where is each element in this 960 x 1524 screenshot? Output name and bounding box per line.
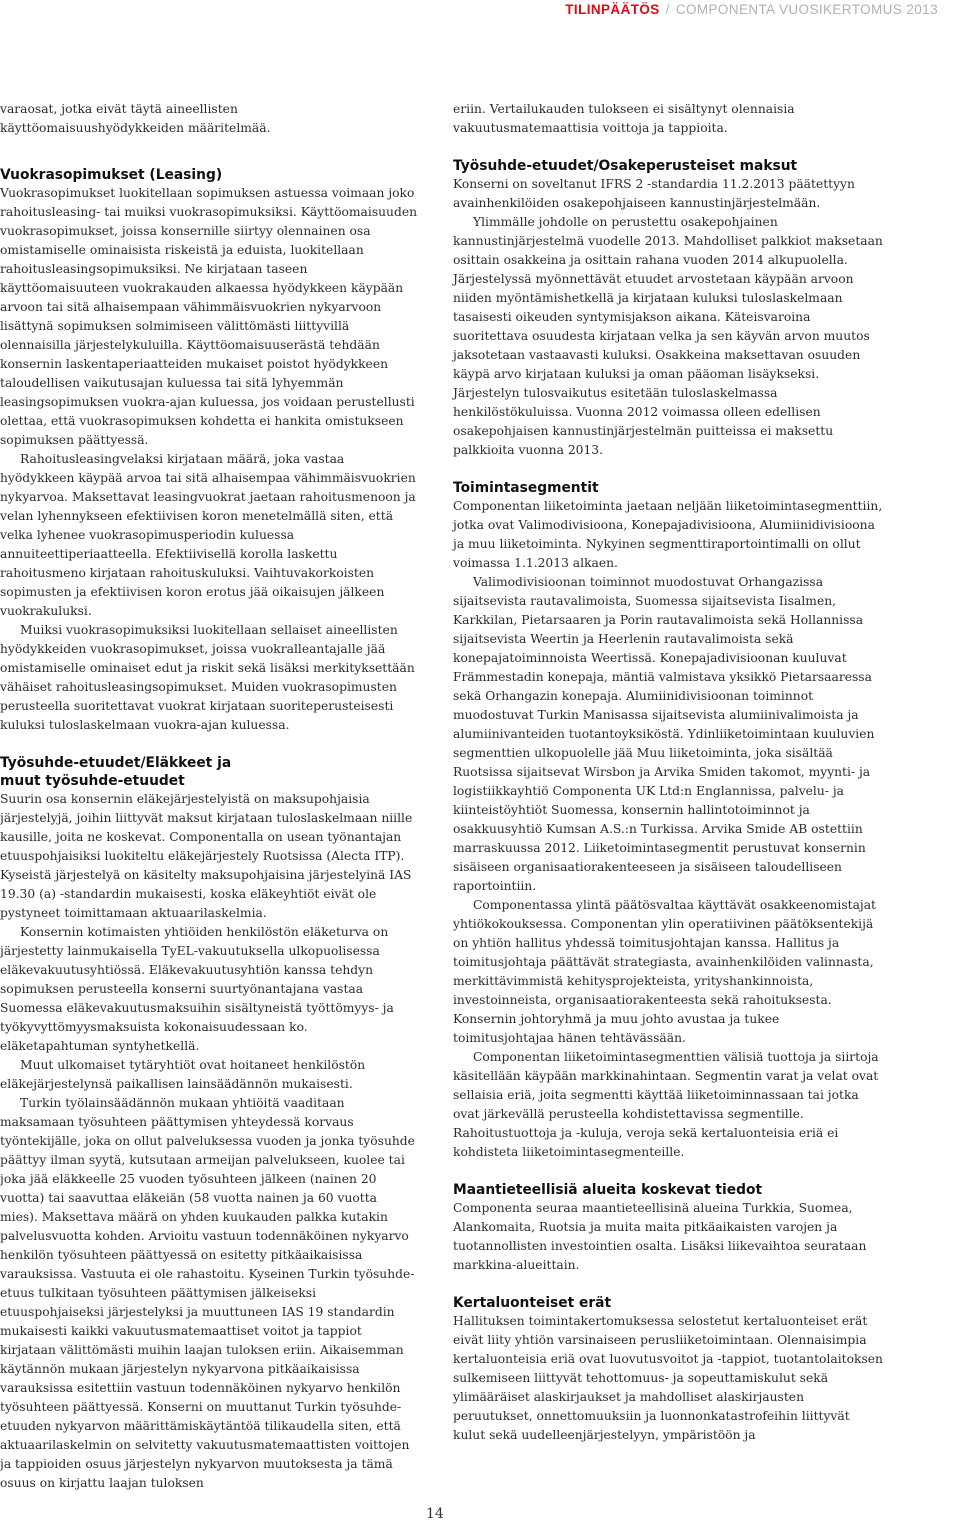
segments-paragraph: Valimodivisioonan toiminnot muodostuvat Orhangazissa sijaitsevista rautavalimoista, Suomessa sijaitsevista Iisalmen, Karkkilan, Pietarsaaren ja Porin rautavalimoista sekä Hollannissa sijaitsevista Weertin ja Heerlenin rautavalimoista sekä konepajatoiminnoista Weertissä. Konepajadivisioonan kuuluvat Främmestadin konepaja, mäntiä valmistava yksikkö Pietarsaaressa sekä Orhangazin konepaja. Alumiinidivisioonan toiminnot muodostuvat Turkin Manisassa sijaitsevista alumiinivalimoista ja alumiinivanteiden tuotantoyksiköstä. Ydinliiketoimintaan kuuluvien segmenttien ulkopuolelle jää Muu liiketoiminta, joka sisältää Ruotsissa sijaitsevat Wirsbon ja Arvika Smiden takomot, myynti- ja logistiikkayhtiö Componenta UK Ltd:n Englannissa, palvelu- ja kiinteistöyhtiöt Suomessa, konsernin hallintotoiminnot ja osakkuusyhtiö Kumsan A.S.:n Turkissa. Arvika Smide AB ostettiin marraskuussa 2012. Liiketoimintasegmentit perustuvat konsernin sisäiseen organisaatiorakenteeseen ja sisäiseen taloudelliseen raportointiin. [453,575,875,893]
one-off-paragraph: Hallituksen toimintakertomuksessa selostetut kertaluonteiset erät eivät liity yhtiön varsinaiseen perusliiketoimintaan. Olennaisimpia kertaluonteisia eriä ovat luovutusvoitot ja -tappiot, tuotantolaitoksen sulkemiseen liittyvät tehottomuus- ja sopeuttamiskulut sekä ylimääräiset alaskirjaukset ja mahdolliset alaskirjausten peruutukset, onnettomuuksiin ja luonnonkatastrofeihin liittyvät kulut sekä uudelleenjärjestelyyn, ympäristöön ja [453,1314,883,1442]
header-separator: / [665,2,670,17]
running-header [565,0,938,20]
header-section: TILINPÄÄTÖS [565,2,660,17]
segments-paragraph: Componentan liiketoiminta jaetaan neljään liiketoimintasegmenttiin, jotka ovat Valimodivisioona, Konepajadivisioona, Alumiinidivisioona ja muu liiketoiminta. Nykyinen segmenttiraportointimalli on ollut voimassa 1.1.2013 alkaen. [453,499,883,570]
segments-paragraph: Componentassa ylintä päätösvaltaa käyttävät osakkeenomistajat yhtiökokouksessa. Componentan ylin operatiivinen päätöksentekijä on yhtiön hallitus yhdessä toimitusjohtajan kanssa. Hallitus ja toimitusjohtaja päättävät strategiasta, avainhenkilöiden valinnasta, merkittävimmistä kehitysprojekteista, yrityshankinnoista, investoinneista, organisaatiorakenteesta sekä rahoituksesta. Konsernin johtoryhmä ja muu johto avustaa ja tukee toimitusjohtajaa hänen tehtävässään. [453,898,876,1045]
leasing-paragraph: Vuokrasopimukset luokitellaan sopimuksen astuessa voimaan joko rahoitusleasing- tai muiksi vuokrasopimuksiksi. Käyttöomaisuuden vuokrasopimukset, joissa konsernille siirtyy olennainen osa omistamiselle ominaisista riskeistä ja eduista, luokitellaan rahoitusleasingsopimuksiksi. Ne kirjataan taseen käyttöomaisuuteen vuokrakauden alkaessa hyödykkeen käypään arvoon tai sitä alhaisempaan vähimmäisvuokrien nykyarvoon lisättynä sopimuksen solmimiseen välittömästi liittyvillä olennaisilla järjestelykuluilla. Käyttöomaisuuserästä tehdään konsernin laskentaperiaatteiden mukaiset poistot hyödykkeen taloudellisen vaikutusajan kuluessa tai sitä lyhyemmän leasingsopimuksen vuokra-ajan kuluessa, jos voidaan perustellusti olettaa, että vuokrasopimuksen kohdetta ei hankita omistukseen sopimuksen päättyessä. [0,186,418,447]
heading-pensions-line1: Työsuhde-etuudet/Eläkkeet ja [0,755,232,771]
share-based-paragraph: Ylimmälle johdolle on perustettu osakepohjainen kannustinjärjestelmä vuodelle 2013. Mahdolliset palkkiot maksetaan osittain osakkeina ja osittain rahana vuoden 2014 alkupuolella. Järjestelyssä myönnettävät etuudet arvostetaan käypään arvoon niiden myöntämishetkellä ja kirjataan kuluksi tuloslaskelmaan tasaisesti oikeuden syntymisjakson aikana. Käteisvaroina suoritettava osuudesta kirjataan velka ja sen käyvän arvon muutos jaksotetaan vastaavasti kuluksi. Osakkeina maksettavan osuuden käypä arvo kirjataan kuluksi ja oman pääoman lisäykseksi. Järjestelyn tulosvaikutus esitetään tuloslaskelmassa henkilöstökuluissa. Vuonna 2012 voimassa olleen edellisen osakepohjaisen kannustinjärjestelmän puitteissa ei maksettu palkkioita vuonna 2013. [453,215,883,457]
leasing-paragraph: Rahoitusleasingvelaksi kirjataan määrä, joka vastaa hyödykkeen käypää arvoa tai sitä alhaisempaa vähimmäisvuokrien nykyarvoa. Maksettavat leasingvuokrat jaetaan rahoitusmenoon ja velan lyhennykseen efektiivisen koron menetelmällä siten, että velka lyhenee vuokrasopimusperiodin kuluessa annuiteettiperiaatteella. Efektiivisellä korolla laskettu rahoitusmeno kirjataan rahoituskuluksi. Vaihtuvakorkoisten sopimusten ja efektiivisen koron erotus jää oikaisujen jälkeen vuokrakuluksi. [0,452,416,618]
left-column [0,100,418,1493]
left-intro-paragraph: varaosat, jotka eivät täytä aineellisten käyttöomaisuushyödykkeiden määritelmää. [0,102,271,135]
page-number: 14 [426,1506,444,1522]
heading-one-off-items: Kertaluonteiset erät [453,1295,612,1311]
heading-leasing: Vuokrasopimukset (Leasing) [0,167,223,183]
right-intro-paragraph: eriin. Vertailukauden tulokseen ei sisältynyt olennaisia vakuutusmatemaattisia voittoja ja tappioita. [453,102,795,135]
leasing-paragraph: Muiksi vuokrasopimuksiksi luokitellaan sellaiset aineellisten hyödykkeiden vuokrasopimukset, joissa vuokralleantajalle jää omistamiselle ominaiset edut ja riskit sekä lisäksi merkityksettään vähäiset rahoitusleasingsopimukset. Muiden vuokrasopimusten perusteella suoritettavat vuokrat kirjataan suoriteperusteisesti kuluksi tuloslaskelmaan vuokra-ajan kuluessa. [0,623,415,732]
heading-geographic: Maantieteellisiä alueita koskevat tiedot [453,1182,763,1198]
pensions-paragraph: Muut ulkomaiset tytäryhtiöt ovat hoitaneet henkilöstön eläkejärjestelynsä paikallisen lainsäädännön mukaisesti. [0,1058,366,1091]
pensions-paragraph: Turkin työlainsäädännön mukaan yhtiöitä vaaditaan maksamaan työsuhteen päättymisen yhteydessä korvaus työntekijälle, joka on ollut palveluksessa vuoden ja jonka työsuhde päättyy ilman syytä, kutsutaan armeijan palvelukseen, kuolee tai joka jää eläkkeelle 25 vuoden työsuhteen jälkeen (nainen 20 vuotta) tai saavuttaa eläkeiän (58 vuotta nainen ja 60 vuotta mies). Maksettava määrä on yhden kuukauden palkka kutakin palvelusvuotta kohden. Arvioitu vastuun todennäköinen nykyarvo henkilön työsuhteen päättyessä on esitetty pitkäaikaisissa varauksissa. Vastuuta ei ole rahastoitu. Kyseinen Turkin työsuhde-etuus tulkitaan työsuhteen päättymisen jälkeiseksi etuuspohjaiseksi järjestelyksi ja muuttuneen IAS 19 standardin mukaisesti kaikki vakuutusmatemaattiset voitot ja tappiot kirjataan välittömästi muihin laajan tuloksen eriin. Aikaisemman käytännön mukaan järjestelyn nykyarvona pitkäaikaisissa varauksissa esitettiin vastuun todennäköinen nykyarvo henkilön työsuhteen päättyessä. Konserni on muuttanut Turkin työsuhde-etuuden nykyarvon määrittämiskäytäntöä tilikaudella siten, että aktuaarilaskelmin on selvitetty vakuutusmatemaattisten voittojen ja tappioiden osuus järjestelyn nykyarvon muutoksesta ja tämä osuus on kirjattu laajan tuloksen [0,1096,415,1490]
heading-pensions-line2: muut työsuhde-etuudet [0,773,185,789]
right-column [453,100,883,1445]
heading-pensions [0,754,418,790]
pensions-paragraph: Konsernin kotimaisten yhtiöiden henkilöstön eläketurva on järjestetty lainmukaisella TyEL-vakuutuksella ulkopuolisessa eläkevakuutusyhtiössä. Eläkevakuutusyhtiön kanssa tehdyn sopimuksen perusteella konserni suurtyönantajana vastaa Suomessa eläkevakuutusmaksuihin sisältyneistä työttömyys- ja työkyvyttömyysmaksuista kokonaisuudessaan ko. eläketapahtuman syntyhetkellä. [0,925,394,1053]
segments-paragraph: Componentan liiketoimintasegmenttien välisiä tuottoja ja siirtoja käsitellään käypään markkinahintaan. Segmentin varat ja velat ovat sellaisia eriä, joita segmentti käyttää liiketoiminnassaan tai jotka ovat järkevällä perusteella kohdistettavissa segmentille. Rahoitustuottoja ja -kuluja, veroja sekä kertaluonteisia eriä ei kohdisteta liiketoimintasegmenteille. [453,1050,879,1159]
heading-segments: Toimintasegmentit [453,480,599,496]
header-title: COMPONENTA VUOSIKERTOMUS 2013 [675,2,938,17]
heading-share-based-payments: Työsuhde-etuudet/Osakeperusteiset maksut [453,158,798,174]
geographic-paragraph: Componenta seuraa maantieteellisinä alueina Turkkia, Suomea, Alankomaita, Ruotsia ja muita maita pitkäaikaisten varojen ja tuotannollisten investointien osalta. Lisäksi liikevaihtoa seurataan markkina-alueittain. [453,1201,867,1272]
share-based-paragraph: Konserni on soveltanut IFRS 2 -standardia 11.2.2013 päätettyyn avainhenkilöiden osakepohjaiseen kannustinjärjestelmään. [453,177,855,210]
pensions-paragraph: Suurin osa konsernin eläkejärjestelyistä on maksupohjaisia järjestelyjä, joihin liittyvät maksut kirjataan tuloslaskelmaan niille kausille, joita ne koskevat. Componentalla on usean työnantajan etuuspohjaisiksi luokiteltu eläkejärjestely Ruotsissa (Alecta ITP). Kyseistä järjestelyä on käsitelty maksupohjaisina järjestelyinä IAS 19.30 (a) -standardin mukaisesti, koska eläkeyhtiöt eivät ole pystyneet toimittamaan aktuaarilaskelmia. [0,792,413,920]
